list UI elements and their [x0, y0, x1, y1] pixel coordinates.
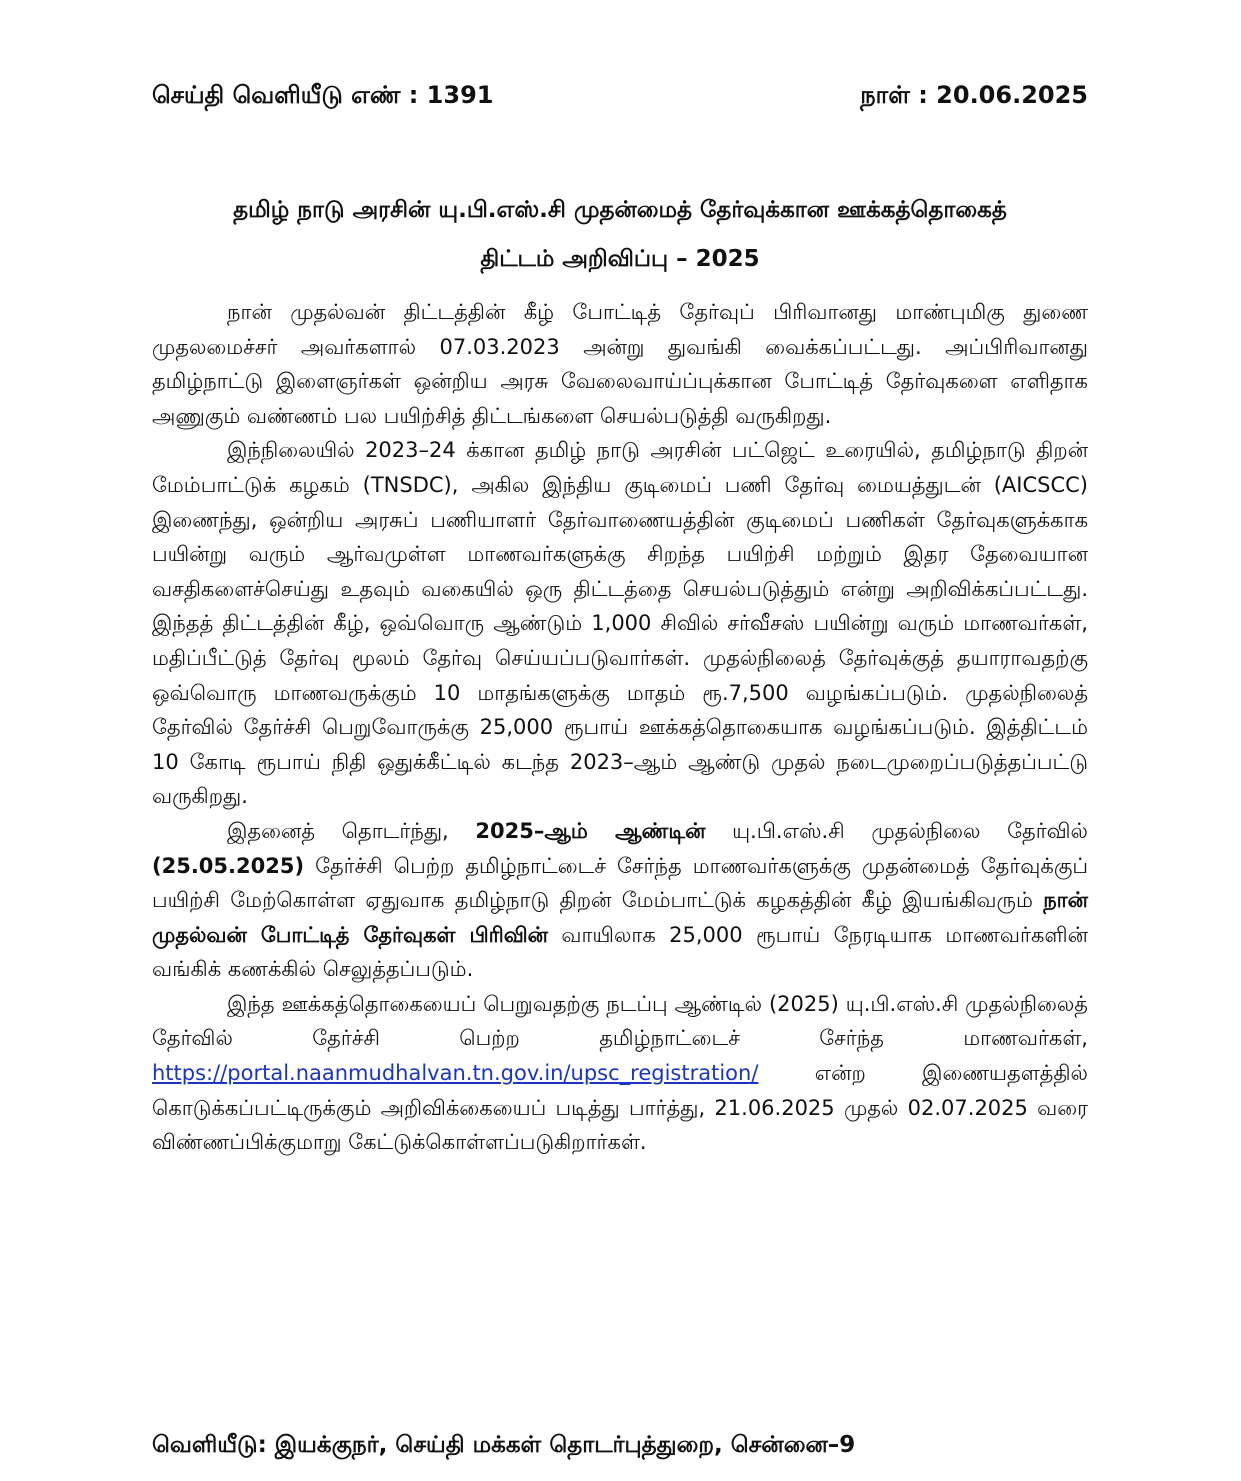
release-number: செய்தி வெளியீடு எண் : 1391	[152, 81, 494, 109]
release-date: நாள் : 20.06.2025	[860, 81, 1088, 109]
paragraph-3-bold-2: (25.05.2025)	[152, 853, 305, 878]
paragraph-3-bold-3: நான் முதல்வன் போட்டித் தேர்வுகள் பிரிவின்	[152, 888, 1088, 947]
paragraph-4	[152, 987, 1088, 1160]
header-row	[152, 78, 1088, 112]
paragraph-2: இந்நிலையில் 2023–24 க்கான தமிழ் நாடு அரசின் பட்ஜெட் உரையில், தமிழ்நாடு திறன் மேம்பாட்டுக் கழகம் (TNSDC), அகில இந்திய குடிமைப் பணி தேர்வு மையத்துடன் (AICSCC) இணைந்து, ஒன்றிய அரசுப் பணியாளர் தேர்வாணையத்தின் குடிமைப் பணிகள் தேர்வுகளுக்காக பயின்று வரும் ஆர்வமுள்ள மாணவர்களுக்கு சிறந்த பயிற்சி மற்றும் இதர தேவையான வசதிகளைச்செய்து உதவும் வகையில் ஒரு திட்டத்தை செயல்படுத்தும் என்று அறிவிக்கப்பட்டது. இந்தத் திட்டத்தின் கீழ், ஒவ்வொரு ஆண்டும் 1,000 சிவில் சர்வீசஸ் பயின்று வரும் மாணவர்கள், மதிப்பீட்டுத் தேர்வு மூலம் தேர்வு செய்யப்படுவார்கள். முதல்நிலைத் தேர்வுக்குத் தயாராவதற்கு ஒவ்வொரு மாணவருக்கும் 10 மாதங்களுக்கு மாதம் ரூ.7,500 வழங்கப்படும். முதல்நிலைத் தேர்வில் தேர்ச்சி பெறுவோருக்கு 25,000 ரூபாய் ஊக்கத்தொகையாக வழங்கப்படும். இத்திட்டம் 10 கோடி ரூபாய் நிதி ஒதுக்கீட்டில் கடந்த 2023–ஆம் ஆண்டு முதல் நடைமுறைப்படுத்தப்பட்டு வருகிறது.	[152, 438, 1088, 809]
paragraph-4-text-1: இந்த ஊக்கத்தொகையைப் பெறுவதற்கு நடப்பு ஆண்டில் (2025) யு.பி.எஸ்.சி முதல்நிலைத் தேர்வில் தேர்ச்சி பெற்ற தமிழ்நாட்டைச் சேர்ந்த மாணவர்கள்,	[152, 991, 1088, 1051]
paragraph-3-bold-1: 2025–ஆம் ஆண்டின்	[475, 818, 706, 843]
paragraph-1: நான் முதல்வன் திட்டத்தின் கீழ் போட்டித் தேர்வுப் பிரிவானது மாண்புமிகு துணை முதலமைச்சர் அவர்களால் 07.03.2023 அன்று துவங்கி வைக்கப்பட்டது. அப்பிரிவானது தமிழ்நாட்டு இளைஞர்கள் ஒன்றிய அரசு வேலைவாய்ப்புக்கான போட்டித் தேர்வுகளை எளிதாக அணுகும் வண்ணம் பல பயிற்சித் திட்டங்களை செயல்படுத்தி வருகிறது.	[152, 300, 1088, 428]
title-line-1: தமிழ் நாடு அரசின் யு.பி.எஸ்.சி முதன்மைத் தேர்வுக்கான ஊக்கத்தொகைத்	[233, 197, 1007, 223]
title-line-2: திட்டம் அறிவிப்பு – 2025	[480, 246, 760, 272]
registration-link[interactable]: https://portal.naanmudhalvan.tn.gov.in/upsc_registration/	[152, 1061, 759, 1086]
paragraph-4-text-2: என்ற இணையதளத்தில் கொடுக்கப்பட்டிருக்கும் அறிவிக்கையைப் படித்து பார்த்து, 21.06.2025 முதல் 02.07.2025 வரை விண்ணப்பிக்குமாறு கேட்டுக்கொள்ளப்படுகிறார்கள்.	[152, 1061, 1088, 1155]
paragraph-3-text-3: தேர்ச்சி பெற்ற தமிழ்நாட்டைச் சேர்ந்த மாணவர்களுக்கு முதன்மைத் தேர்வுக்குப் பயிற்சி மேற்கொள்ள ஏதுவாக தமிழ்நாடு திறன் மேம்பாட்டுக் கழகத்தின் கீழ் இயங்கிவரும்	[152, 853, 1088, 913]
footer-issuer: வெளியீடு: இயக்குநர், செய்தி மக்கள் தொடர்புத்துறை, சென்னை–9	[152, 1432, 856, 1458]
paragraph-3-text-4: வாயிலாக 25,000 ரூபாய் நேரடியாக மாணவர்களின் வங்கிக் கணக்கில் செலுத்தப்படும்.	[152, 922, 1088, 982]
paragraph-3	[152, 814, 1088, 987]
paragraph-3-text-2: யு.பி.எஸ்.சி முதல்நிலை தேர்வில்	[705, 818, 1088, 843]
body-text	[152, 295, 1088, 1160]
paragraph-3-text-1: இதனைத் தொடர்ந்து,	[227, 818, 476, 843]
